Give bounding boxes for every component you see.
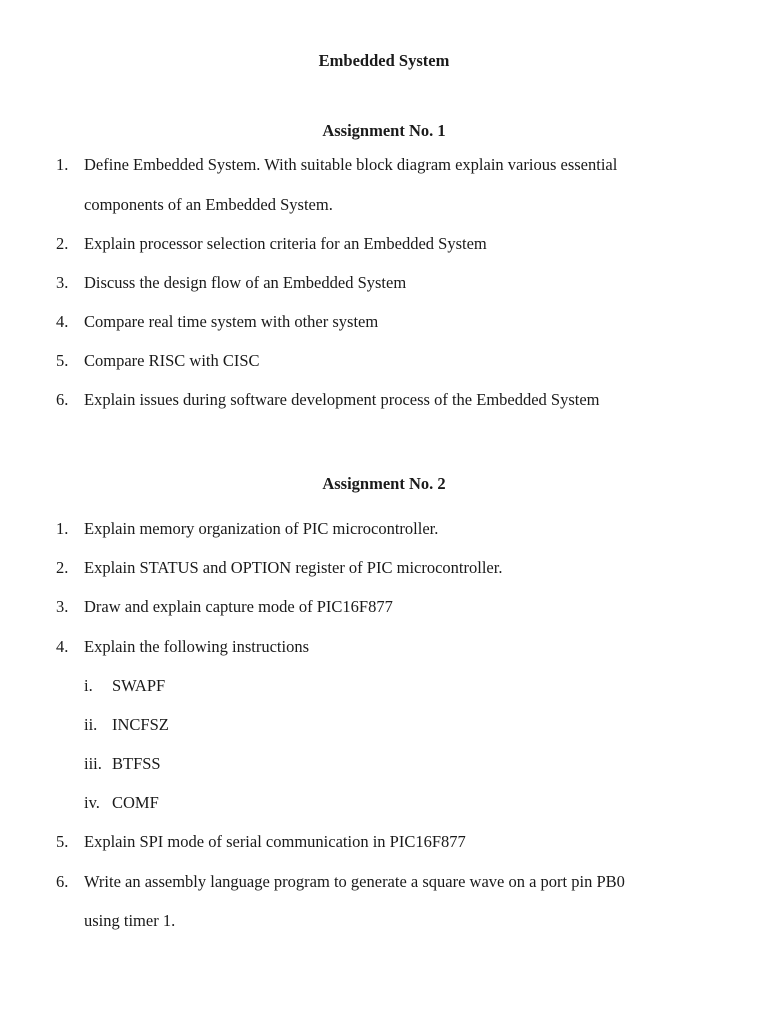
item-text: Explain processor selection criteria for an Embedded System — [84, 234, 487, 253]
item-text: Explain STATUS and OPTION register of PIC microcontroller. — [84, 558, 503, 577]
item-number: 3. — [56, 597, 69, 616]
item-number: 1. — [56, 519, 69, 538]
sub-item-numeral: iv. — [84, 793, 100, 812]
item-text: Discuss the design flow of an Embedded System — [84, 273, 407, 292]
sub-item-numeral: i. — [84, 676, 93, 695]
item-text: Compare RISC with CISC — [84, 351, 260, 370]
item-text: Explain the following instructions — [84, 637, 310, 656]
item-text: Draw and explain capture mode of PIC16F877 — [84, 597, 393, 616]
item-text: Explain issues during software development process of the Embedded System — [84, 390, 600, 409]
item-number: 5. — [56, 351, 69, 370]
item-text: Compare real time system with other system — [84, 312, 379, 331]
item-number: 4. — [56, 637, 69, 656]
sub-item-text: SWAPF — [112, 676, 166, 695]
sub-item-numeral: iii. — [84, 754, 102, 773]
assignment-2-heading: Assignment No. 2 — [322, 474, 446, 493]
item-text: Write an assembly language program to generate a square wave on a port pin PB0 — [84, 872, 625, 891]
item-number: 2. — [56, 558, 69, 577]
item-text-continued: components of an Embedded System. — [84, 195, 333, 214]
item-text: Define Embedded System. With suitable block diagram explain various essential — [84, 155, 618, 174]
sub-item-text: COMF — [112, 793, 159, 812]
item-number: 6. — [56, 390, 69, 409]
sub-item-text: BTFSS — [112, 754, 161, 773]
item-number: 4. — [56, 312, 69, 331]
item-text: Explain memory organization of PIC microcontroller. — [84, 519, 439, 538]
assignment-1-heading: Assignment No. 1 — [322, 121, 446, 140]
item-number: 6. — [56, 872, 69, 891]
item-number: 5. — [56, 832, 69, 851]
sub-item-text: INCFSZ — [112, 715, 169, 734]
item-text-continued: using timer 1. — [84, 911, 176, 930]
item-number: 1. — [56, 155, 69, 174]
item-number: 3. — [56, 273, 69, 292]
document-title: Embedded System — [318, 51, 450, 70]
item-number: 2. — [56, 234, 69, 253]
sub-item-numeral: ii. — [84, 715, 98, 734]
item-text: Explain SPI mode of serial communication in PIC16F877 — [84, 832, 466, 851]
